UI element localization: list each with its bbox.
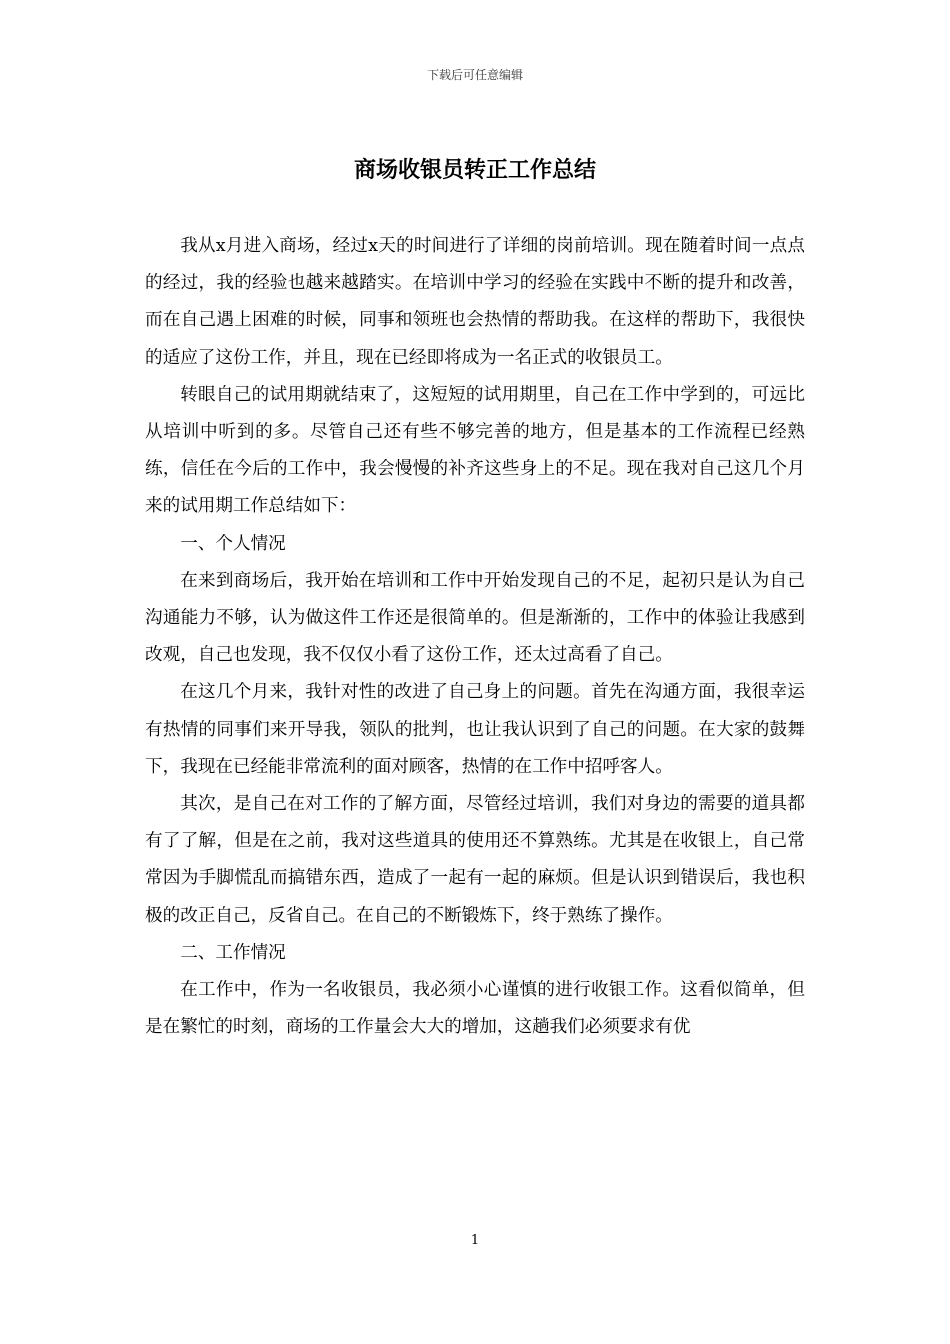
section-heading-personal: 一、个人情况 — [180, 533, 286, 554]
paragraph-personal-1: 在来到商场后，我开始在培训和工作中开始发现自己的不足，起初只是认为自己沟通能力不够，认为做这件工作还是很简单的。但是渐渐的，工作中的体验让我感到改观，自己也发现，我不仅仅小看了这份工作，还太过高看了自己。 — [145, 570, 805, 666]
paragraph-intro: 我从x月进入商场，经过x天的时间进行了详细的岗前培训。现在随着时间一点点的经过，我的经验也越来越踏实。在培训中学习的经验在实践中不断的提升和改善，而在自己遇上困难的时候，同事和领班也会热情的帮助我。在这样的帮助下，我很快的适应了这份工作，并且，现在已经即将成为一名正式的收银员工。 — [145, 236, 805, 368]
paragraph-work-1: 在工作中，作为一名收银员，我必须小心谨慎的进行收银工作。这看似简单，但是在繁忙的时刻，商场的工作量会大大的增加，这趟我们必须要求有优 — [145, 980, 805, 1038]
paragraph-personal-2: 在这几个月来，我针对性的改进了自己身上的问题。首先在沟通方面，我很幸运有热情的同事们来开导我，领队的批判，也让我认识到了自己的问题。在大家的鼓舞下，我现在已经能非常流利的面对顾客，热情的在工作中招呼客人。 — [145, 682, 805, 777]
paragraph-personal-3: 其次，是自己在对工作的了解方面，尽管经过培训，我们对身边的需要的道具都有了了解，但是在之前，我对这些道具的使用还不算熟练。尤其是在收银上，自己常常因为手脚慌乱而搞错东西，造成了一起有一起的麻烦。但是认识到错误后，我也积极的改正自己，反省自己。在自己的不断锻炼下，终于熟练了操作。 — [145, 794, 805, 926]
document-body — [145, 228, 805, 1046]
paragraph-probation: 转眼自己的试用期就结束了，这短短的试用期里，自己在工作中学到的，可远比从培训中听到的多。尽管自己还有些不够完善的地方，但是基本的工作流程已经熟练，信任在今后的工作中，我会慢慢的补齐这些身上的不足。现在我对自己这几个月来的试用期工作总结如下： — [145, 384, 805, 517]
page-number: 1 — [470, 1233, 480, 1248]
header-note: 下载后可任意编辑 — [426, 68, 523, 82]
section-heading-work: 二、工作情况 — [180, 942, 286, 963]
document-title: 商场收银员转正工作总结 — [353, 157, 596, 183]
